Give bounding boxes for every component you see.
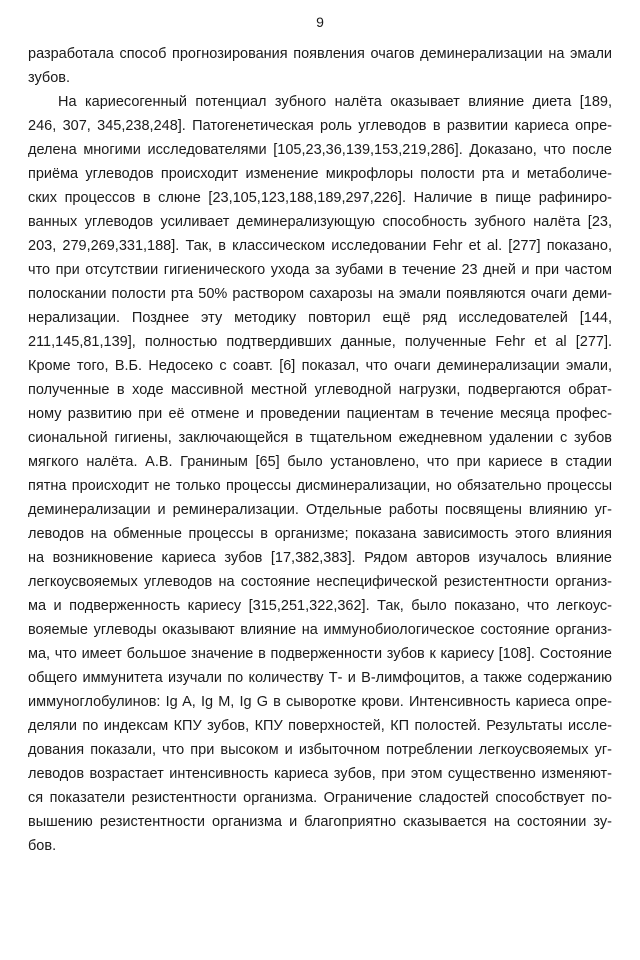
text-line: приёма углеводов происходит изменение микрофлоры полости рта и метаболиче- [28, 166, 612, 182]
text-line: мягкого налёта. А.В. Граниным [65] было установлено, что при кариесе в стадии [28, 454, 612, 470]
text-line: ма и подверженность кариесу [315,251,322,362]. Так, было показано, что легкоус- [28, 598, 612, 614]
text-line: 211,145,81,139], полностью подтвердивших данные, полученные Fehr et al [277]. [28, 334, 612, 350]
text-line: делена многими исследователями [105,23,36,139,153,219,286]. Доказано, что после [28, 142, 612, 158]
text-line: что при отсутствии гигиенического ухода за зубами в течение 23 дней и при частом [28, 262, 612, 278]
text-line: разработала способ прогнозирования появления очагов деминерализации на эмали [28, 46, 612, 62]
text-line: общего иммунитета изучали по количеству Т- и В-лимфоцитов, а также содержанию [28, 670, 612, 686]
text-line: дования показали, что при высоком и избыточном потреблении легкоусвояемых уг- [28, 742, 612, 758]
text-line: деляли по индексам КПУ зубов, КПУ поверхностей, КП полостей. Результаты иссле- [28, 718, 612, 734]
text-line: ному развитию при её отмене и проведении пациентам в течение месяца профес- [28, 406, 612, 422]
body-text [28, 42, 612, 858]
text-line: вояемые углеводы оказывают влияние на иммунобиологическое состояние организ- [28, 622, 612, 638]
text-line: леводов возрастает интенсивность кариеса зубов, при этом существенно изменяют- [28, 766, 612, 782]
text-line: леводов на обменные процессы в организме; показана зависимость этого влияния [28, 526, 612, 542]
text-line: пятна происходит не только процессы дисминерализации, но обязательно процессы [28, 478, 612, 494]
text-line: нерализации. Позднее эту методику повторил ещё ряд исследователей [144, [28, 310, 612, 326]
text-line: На кариесогенный потенциал зубного налёта оказывает влияние диета [189, [58, 94, 612, 110]
text-line: ванных углеводов усиливает деминерализующую способность зубного налёта [23, [28, 214, 612, 230]
text-line: ся показатели резистентности организма. Ограничение сладостей способствует по- [28, 790, 612, 806]
text-line: Кроме того, В.Б. Недосеко с соавт. [6] показал, что очаги деминерализации эмали, [28, 358, 612, 374]
text-line: 246, 307, 345,238,248]. Патогенетическая роль углеводов в развитии кариеса опре- [28, 118, 612, 134]
text-line: ма, что имеет большое значение в подверженности зубов к кариесу [108]. Состояние [28, 646, 612, 662]
text-line: деминерализации и реминерализации. Отдельные работы посвящены влиянию уг- [28, 502, 612, 518]
text-line: полоскании полости рта 50% раствором сахарозы на эмали появляются очаги деми- [28, 286, 612, 302]
page-number: 9 [316, 14, 324, 30]
text-line: сиональной гигиены, заключающейся в тщательном ежедневном удалении с зубов [28, 430, 612, 446]
text-line: легкоусвояемых углеводов на состояние неспецифической резистентности организ- [28, 574, 612, 590]
text-line: 203, 279,269,331,188]. Так, в классическом исследовании Fehr et al. [277] показано, [28, 238, 612, 254]
text-line: на возникновение кариеса зубов [17,382,383]. Рядом авторов изучалось влияние [28, 550, 612, 566]
text-line: иммуноглобулинов: Ig A, Ig M, Ig G в сыворотке крови. Интенсивность кариеса опре- [28, 694, 612, 710]
text-line: вышению резистентности организма и благоприятно сказывается на состоянии зу- [28, 814, 612, 830]
text-line: бов. [28, 838, 57, 854]
text-line: зубов. [28, 70, 70, 86]
text-line: полученные в ходе массивной местной углеводной нагрузки, подвергаются обрат- [28, 382, 612, 398]
text-line: ских процессов в слюне [23,105,123,188,189,297,226]. Наличие в пище рафиниро- [28, 190, 612, 206]
